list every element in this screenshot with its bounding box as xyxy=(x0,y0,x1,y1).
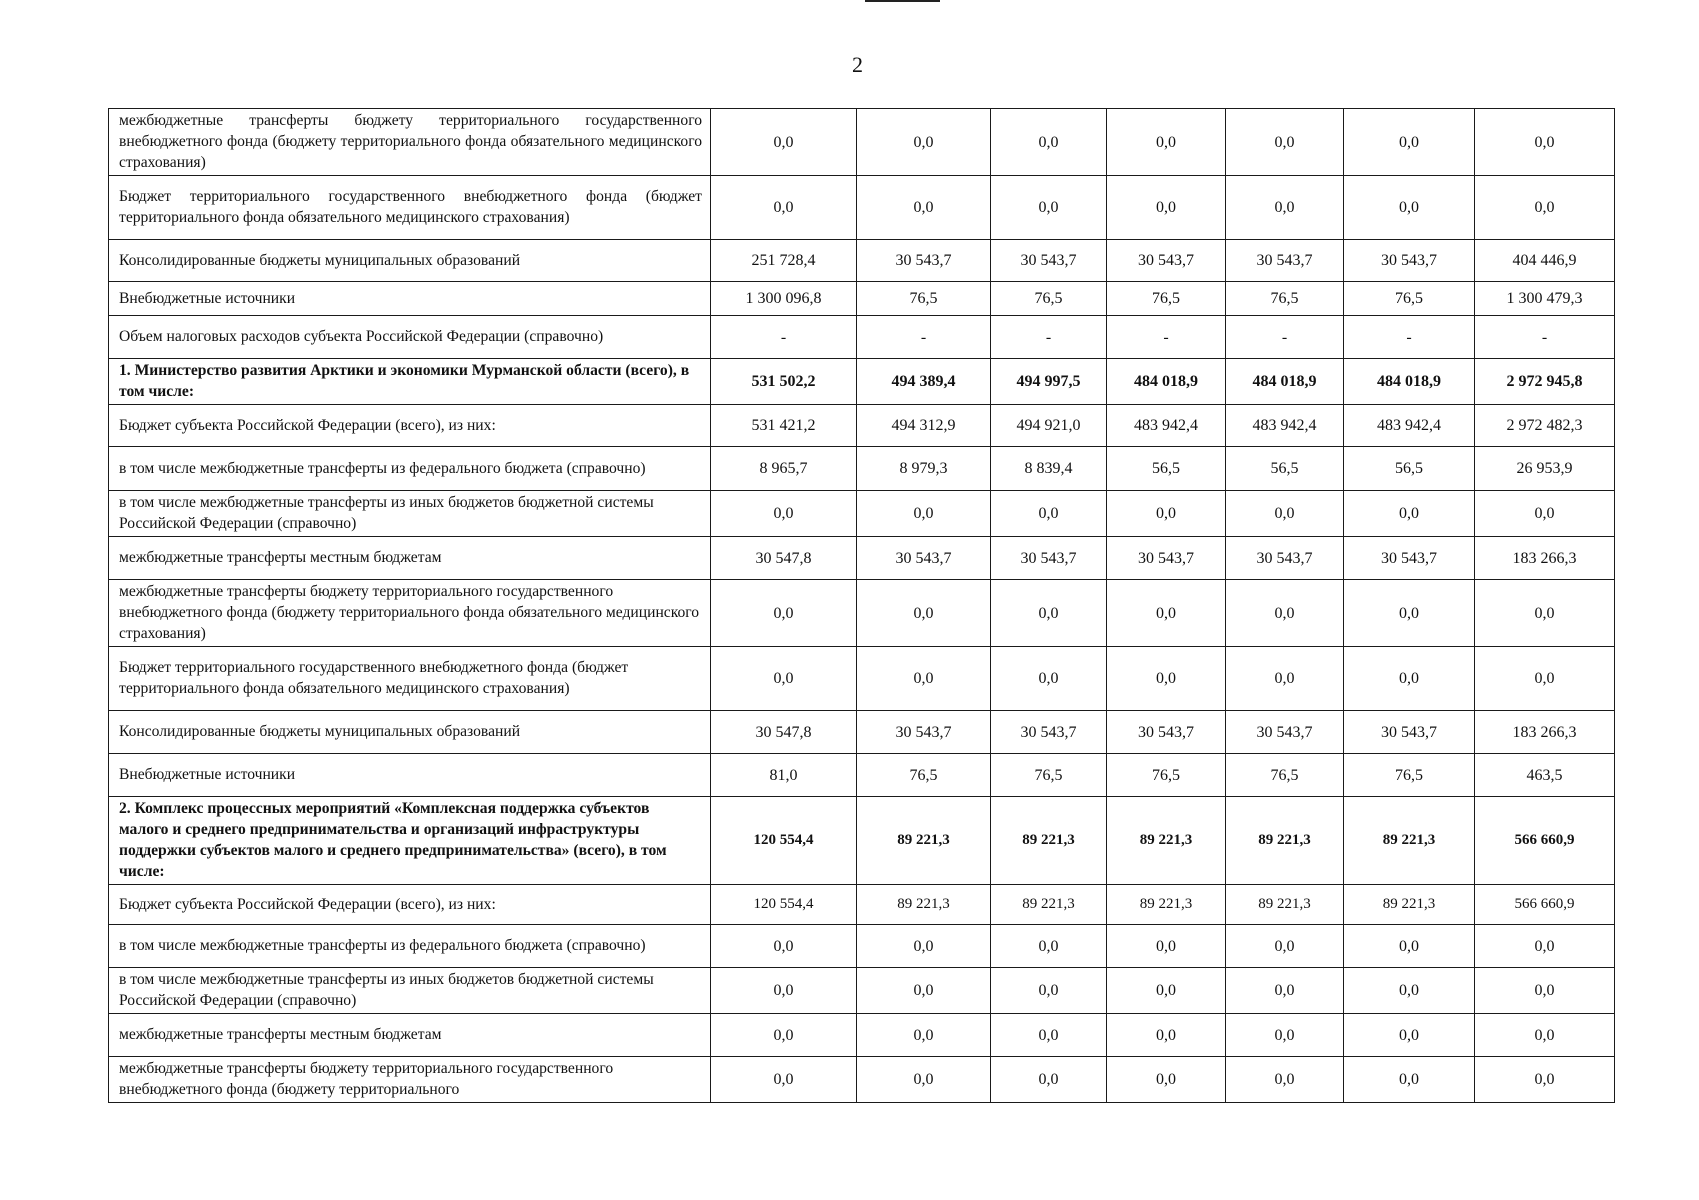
table-row xyxy=(109,1057,1615,1103)
value-cell: 76,5 xyxy=(991,282,1107,316)
row-label: Бюджет субъекта Российской Федерации (всего), из них: xyxy=(109,885,711,925)
value-cell: 0,0 xyxy=(1344,1057,1475,1103)
row-label: Внебюджетные источники xyxy=(109,754,711,797)
value-cell: 0,0 xyxy=(711,176,857,240)
value-cell: 76,5 xyxy=(1107,282,1226,316)
value-cell: 0,0 xyxy=(711,925,857,968)
value-cell: 0,0 xyxy=(857,968,991,1014)
value-cell: - xyxy=(711,316,857,359)
table-row xyxy=(109,316,1615,359)
value-cell: - xyxy=(1107,316,1226,359)
value-cell: 89 221,3 xyxy=(857,797,991,885)
row-label: межбюджетные трансферты местным бюджетам xyxy=(109,537,711,580)
top-rule-fragment xyxy=(865,0,940,2)
value-cell: 30 543,7 xyxy=(991,711,1107,754)
value-cell: 484 018,9 xyxy=(1226,359,1344,405)
table-row xyxy=(109,580,1615,647)
value-cell: 0,0 xyxy=(1475,925,1615,968)
value-cell: 0,0 xyxy=(991,1057,1107,1103)
table-row xyxy=(109,797,1615,885)
value-cell: 30 543,7 xyxy=(991,537,1107,580)
value-cell: 0,0 xyxy=(991,1014,1107,1057)
value-cell: 76,5 xyxy=(991,754,1107,797)
value-cell: - xyxy=(1475,316,1615,359)
value-cell: 30 543,7 xyxy=(1226,240,1344,282)
value-cell: 0,0 xyxy=(1344,647,1475,711)
value-cell: 0,0 xyxy=(1475,1014,1615,1057)
row-label: межбюджетные трансферты местным бюджетам xyxy=(109,1014,711,1057)
value-cell: 0,0 xyxy=(711,1014,857,1057)
row-label: в том числе межбюджетные трансферты из иных бюджетов бюджетной системы Российской Федерации (справочно) xyxy=(109,968,711,1014)
value-cell: 0,0 xyxy=(857,109,991,176)
value-cell: 0,0 xyxy=(991,176,1107,240)
value-cell: 0,0 xyxy=(857,491,991,537)
value-cell: 56,5 xyxy=(1344,447,1475,491)
value-cell: 0,0 xyxy=(857,647,991,711)
value-cell: 30 543,7 xyxy=(1226,537,1344,580)
value-cell: 0,0 xyxy=(857,580,991,647)
budget-table xyxy=(108,108,1615,1103)
value-cell: 0,0 xyxy=(711,491,857,537)
value-cell: 0,0 xyxy=(857,1014,991,1057)
value-cell: 494 921,0 xyxy=(991,405,1107,447)
value-cell: 8 965,7 xyxy=(711,447,857,491)
value-cell: 0,0 xyxy=(1475,968,1615,1014)
value-cell: 30 543,7 xyxy=(1344,537,1475,580)
value-cell: 0,0 xyxy=(1344,1014,1475,1057)
value-cell: 0,0 xyxy=(1475,580,1615,647)
row-label: в том числе межбюджетные трансферты из иных бюджетов бюджетной системы Российской Федерации (справочно) xyxy=(109,491,711,537)
value-cell: 30 543,7 xyxy=(1107,240,1226,282)
value-cell: - xyxy=(857,316,991,359)
value-cell: 2 972 482,3 xyxy=(1475,405,1615,447)
value-cell: 484 018,9 xyxy=(1107,359,1226,405)
value-cell: 0,0 xyxy=(1107,925,1226,968)
budget-table-body xyxy=(109,109,1615,1103)
value-cell: 404 446,9 xyxy=(1475,240,1615,282)
value-cell: 0,0 xyxy=(1226,647,1344,711)
value-cell: 0,0 xyxy=(1107,580,1226,647)
value-cell: 0,0 xyxy=(1107,109,1226,176)
value-cell: 483 942,4 xyxy=(1344,405,1475,447)
table-row xyxy=(109,647,1615,711)
value-cell: 30 543,7 xyxy=(991,240,1107,282)
row-label: межбюджетные трансферты бюджету территориального государственного внебюджетного фонда (бюджету территориального xyxy=(109,1057,711,1103)
row-label: 1. Министерство развития Арктики и экономики Мурманской области (всего), в том числе: xyxy=(109,359,711,405)
value-cell: 0,0 xyxy=(1344,176,1475,240)
value-cell: 56,5 xyxy=(1107,447,1226,491)
value-cell: 0,0 xyxy=(1344,109,1475,176)
value-cell: 76,5 xyxy=(1107,754,1226,797)
row-label: Объем налоговых расходов субъекта Российской Федерации (справочно) xyxy=(109,316,711,359)
value-cell: 0,0 xyxy=(1226,491,1344,537)
table-row xyxy=(109,885,1615,925)
value-cell: 0,0 xyxy=(1475,1057,1615,1103)
value-cell: 30 543,7 xyxy=(857,711,991,754)
row-label: межбюджетные трансферты бюджету территориального государственного внебюджетного фонда (бюджету территориального фонда обязательного медицинского страхования) xyxy=(109,580,711,647)
value-cell: 30 547,8 xyxy=(711,537,857,580)
value-cell: 0,0 xyxy=(991,491,1107,537)
value-cell: 30 543,7 xyxy=(1226,711,1344,754)
value-cell: 0,0 xyxy=(1344,491,1475,537)
value-cell: 26 953,9 xyxy=(1475,447,1615,491)
table-row xyxy=(109,359,1615,405)
value-cell: 0,0 xyxy=(991,580,1107,647)
value-cell: 0,0 xyxy=(1226,176,1344,240)
value-cell: 0,0 xyxy=(1226,925,1344,968)
value-cell: 89 221,3 xyxy=(1226,885,1344,925)
value-cell: 0,0 xyxy=(1107,491,1226,537)
value-cell: 76,5 xyxy=(1226,754,1344,797)
row-label: 2. Комплекс процессных мероприятий «Комплексная поддержка субъектов малого и среднего предпринимательства и организаций инфраструктуры поддержки субъектов малого и среднего предпринимательства» (всего), в том числе: xyxy=(109,797,711,885)
value-cell: 0,0 xyxy=(1344,580,1475,647)
value-cell: 0,0 xyxy=(991,968,1107,1014)
value-cell: 76,5 xyxy=(857,282,991,316)
value-cell: 120 554,4 xyxy=(711,885,857,925)
value-cell: 0,0 xyxy=(1344,925,1475,968)
value-cell: 0,0 xyxy=(1226,968,1344,1014)
value-cell: 0,0 xyxy=(991,925,1107,968)
value-cell: 89 221,3 xyxy=(1344,885,1475,925)
value-cell: 30 547,8 xyxy=(711,711,857,754)
value-cell: 30 543,7 xyxy=(1344,240,1475,282)
table-row xyxy=(109,1014,1615,1057)
value-cell: 0,0 xyxy=(711,580,857,647)
value-cell: 89 221,3 xyxy=(1226,797,1344,885)
value-cell: 0,0 xyxy=(711,109,857,176)
table-row xyxy=(109,537,1615,580)
value-cell: 0,0 xyxy=(857,176,991,240)
row-label: Консолидированные бюджеты муниципальных образований xyxy=(109,711,711,754)
value-cell: 0,0 xyxy=(1107,1057,1226,1103)
row-label: в том числе межбюджетные трансферты из федерального бюджета (справочно) xyxy=(109,447,711,491)
row-label: Бюджет субъекта Российской Федерации (всего), из них: xyxy=(109,405,711,447)
value-cell: 0,0 xyxy=(1226,580,1344,647)
value-cell: 251 728,4 xyxy=(711,240,857,282)
row-label: межбюджетные трансферты бюджету территориального государственного внебюджетного фонда (бюджету территориального фонда обязательного медицинского страхования) xyxy=(109,109,711,176)
value-cell: 76,5 xyxy=(1344,754,1475,797)
value-cell: 0,0 xyxy=(857,1057,991,1103)
value-cell: 0,0 xyxy=(1226,109,1344,176)
value-cell: 0,0 xyxy=(1226,1057,1344,1103)
table-row xyxy=(109,968,1615,1014)
value-cell: 30 543,7 xyxy=(1344,711,1475,754)
value-cell: 89 221,3 xyxy=(991,885,1107,925)
page-number: 2 xyxy=(852,52,863,77)
value-cell: 0,0 xyxy=(1107,1014,1226,1057)
value-cell: 2 972 945,8 xyxy=(1475,359,1615,405)
value-cell: 0,0 xyxy=(1475,109,1615,176)
value-cell: 566 660,9 xyxy=(1475,885,1615,925)
row-label: в том числе межбюджетные трансферты из федерального бюджета (справочно) xyxy=(109,925,711,968)
value-cell: 494 389,4 xyxy=(857,359,991,405)
value-cell: 484 018,9 xyxy=(1344,359,1475,405)
value-cell: 494 997,5 xyxy=(991,359,1107,405)
value-cell: 494 312,9 xyxy=(857,405,991,447)
value-cell: 0,0 xyxy=(991,109,1107,176)
value-cell: 0,0 xyxy=(991,647,1107,711)
value-cell: 8 979,3 xyxy=(857,447,991,491)
value-cell: 0,0 xyxy=(1475,647,1615,711)
row-label: Внебюджетные источники xyxy=(109,282,711,316)
value-cell: 1 300 096,8 xyxy=(711,282,857,316)
value-cell: 76,5 xyxy=(1344,282,1475,316)
table-row xyxy=(109,711,1615,754)
value-cell: 0,0 xyxy=(857,925,991,968)
value-cell: 183 266,3 xyxy=(1475,537,1615,580)
table-row xyxy=(109,925,1615,968)
value-cell: - xyxy=(1226,316,1344,359)
table-row xyxy=(109,282,1615,316)
table-row xyxy=(109,109,1615,176)
value-cell: 89 221,3 xyxy=(1107,797,1226,885)
value-cell: 89 221,3 xyxy=(1107,885,1226,925)
value-cell: 0,0 xyxy=(711,647,857,711)
value-cell: - xyxy=(991,316,1107,359)
value-cell: 0,0 xyxy=(711,1057,857,1103)
value-cell: 0,0 xyxy=(1226,1014,1344,1057)
value-cell: 0,0 xyxy=(711,968,857,1014)
value-cell: 0,0 xyxy=(1107,647,1226,711)
value-cell: 89 221,3 xyxy=(1344,797,1475,885)
value-cell: 30 543,7 xyxy=(857,537,991,580)
value-cell: 0,0 xyxy=(1344,968,1475,1014)
value-cell: - xyxy=(1344,316,1475,359)
value-cell: 89 221,3 xyxy=(857,885,991,925)
value-cell: 30 543,7 xyxy=(1107,711,1226,754)
row-label: Бюджет территориального государственного внебюджетного фонда (бюджет территориального фонда обязательного медицинского страхования) xyxy=(109,647,711,711)
row-label: Консолидированные бюджеты муниципальных образований xyxy=(109,240,711,282)
value-cell: 30 543,7 xyxy=(857,240,991,282)
row-label: Бюджет территориального государственного внебюджетного фонда (бюджет территориального фонда обязательного медицинского страхования) xyxy=(109,176,711,240)
value-cell: 483 942,4 xyxy=(1107,405,1226,447)
value-cell: 531 421,2 xyxy=(711,405,857,447)
value-cell: 0,0 xyxy=(1107,968,1226,1014)
value-cell: 0,0 xyxy=(1475,491,1615,537)
value-cell: 76,5 xyxy=(857,754,991,797)
value-cell: 1 300 479,3 xyxy=(1475,282,1615,316)
value-cell: 183 266,3 xyxy=(1475,711,1615,754)
value-cell: 483 942,4 xyxy=(1226,405,1344,447)
value-cell: 30 543,7 xyxy=(1107,537,1226,580)
value-cell: 81,0 xyxy=(711,754,857,797)
table-row xyxy=(109,240,1615,282)
table-row xyxy=(109,754,1615,797)
value-cell: 463,5 xyxy=(1475,754,1615,797)
value-cell: 0,0 xyxy=(1475,176,1615,240)
value-cell: 76,5 xyxy=(1226,282,1344,316)
value-cell: 56,5 xyxy=(1226,447,1344,491)
value-cell: 89 221,3 xyxy=(991,797,1107,885)
table-row xyxy=(109,176,1615,240)
value-cell: 531 502,2 xyxy=(711,359,857,405)
table-row xyxy=(109,447,1615,491)
table-row xyxy=(109,405,1615,447)
value-cell: 8 839,4 xyxy=(991,447,1107,491)
value-cell: 120 554,4 xyxy=(711,797,857,885)
table-row xyxy=(109,491,1615,537)
value-cell: 566 660,9 xyxy=(1475,797,1615,885)
value-cell: 0,0 xyxy=(1107,176,1226,240)
